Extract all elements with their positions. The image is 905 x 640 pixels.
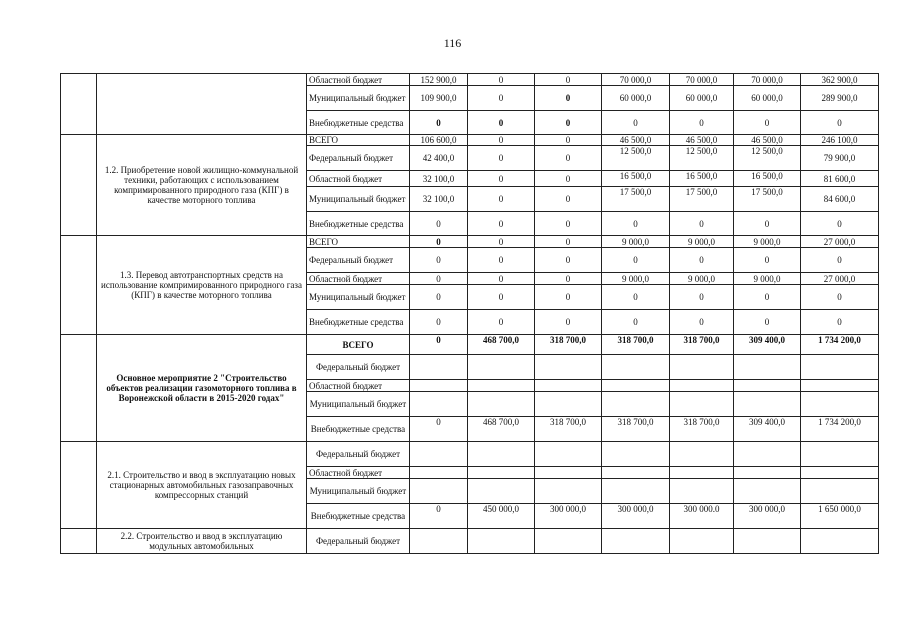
value-cell: 0	[410, 335, 468, 355]
value-cell: 46 500,0	[670, 135, 734, 146]
value-cell	[801, 467, 879, 479]
value-cell: 0	[670, 212, 734, 236]
value-cell: 32 100,0	[410, 187, 468, 212]
value-cell: 0	[468, 187, 535, 212]
value-cell	[468, 392, 535, 417]
empty-cell	[61, 74, 97, 135]
value-cell: 0	[535, 146, 602, 171]
value-cell	[535, 442, 602, 467]
table-row	[61, 529, 879, 554]
value-cell: 0	[535, 310, 602, 335]
value-cell: 70 000,0	[670, 74, 734, 86]
value-cell: 0	[468, 74, 535, 86]
value-cell: 468 700,0	[468, 335, 535, 355]
value-cell: 42 400,0	[410, 146, 468, 171]
value-cell	[801, 442, 879, 467]
source-cell: Областной бюджет	[307, 467, 410, 479]
value-cell	[602, 442, 670, 467]
value-cell: 17 500,0	[670, 187, 734, 212]
value-cell: 0	[670, 248, 734, 273]
value-cell	[734, 467, 801, 479]
table-body	[61, 74, 879, 554]
source-cell: Внебюджетные средства	[307, 504, 410, 529]
value-cell: 152 900,0	[410, 74, 468, 86]
value-cell: 0	[734, 310, 801, 335]
value-cell	[734, 479, 801, 504]
value-cell	[602, 355, 670, 380]
value-cell: 0	[468, 273, 535, 285]
value-cell: 12 500,0	[734, 146, 801, 171]
value-cell	[468, 355, 535, 380]
value-cell: 0	[535, 273, 602, 285]
value-cell: 0	[410, 504, 468, 529]
value-cell: 0	[535, 285, 602, 310]
value-cell: 9 000,0	[602, 273, 670, 285]
value-cell	[535, 380, 602, 392]
value-cell: 0	[468, 146, 535, 171]
empty-cell	[61, 335, 97, 442]
value-cell	[602, 479, 670, 504]
value-cell: 0	[535, 135, 602, 146]
source-cell: Внебюджетные средства	[307, 417, 410, 442]
value-cell: 0	[734, 285, 801, 310]
value-cell	[410, 355, 468, 380]
value-cell: 46 500,0	[734, 135, 801, 146]
value-cell: 0	[801, 212, 879, 236]
value-cell	[670, 442, 734, 467]
value-cell	[801, 392, 879, 417]
source-cell: Муниципальный бюджет	[307, 392, 410, 417]
value-cell	[468, 380, 535, 392]
value-cell: 468 700,0	[468, 417, 535, 442]
activity-cell-continued	[97, 74, 307, 135]
value-cell: 9 000,0	[734, 273, 801, 285]
table-row	[61, 236, 879, 248]
value-cell: 16 500,0	[602, 171, 670, 187]
value-cell: 0	[410, 248, 468, 273]
value-cell	[410, 380, 468, 392]
value-cell	[410, 442, 468, 467]
value-cell: 300 000,0	[535, 504, 602, 529]
value-cell: 0	[410, 285, 468, 310]
value-cell: 79 900,0	[801, 146, 879, 171]
value-cell: 9 000,0	[670, 236, 734, 248]
value-cell	[670, 467, 734, 479]
source-cell: Федеральный бюджет	[307, 355, 410, 380]
value-cell: 0	[734, 212, 801, 236]
value-cell	[410, 467, 468, 479]
source-cell: Внебюджетные средства	[307, 212, 410, 236]
value-cell: 9 000,0	[734, 236, 801, 248]
value-cell	[602, 467, 670, 479]
value-cell	[535, 467, 602, 479]
value-cell: 0	[602, 212, 670, 236]
value-cell: 318 700,0	[670, 335, 734, 355]
value-cell: 318 700,0	[602, 335, 670, 355]
value-cell: 60 000,0	[734, 86, 801, 111]
source-cell: ВСЕГО	[307, 335, 410, 355]
source-cell: Муниципальный бюджет	[307, 187, 410, 212]
value-cell: 16 500,0	[734, 171, 801, 187]
value-cell	[734, 380, 801, 392]
value-cell: 0	[468, 111, 535, 135]
value-cell: 60 000,0	[670, 86, 734, 111]
value-cell: 309 400,0	[734, 335, 801, 355]
value-cell: 16 500,0	[670, 171, 734, 187]
value-cell	[535, 355, 602, 380]
value-cell: 0	[468, 212, 535, 236]
value-cell: 12 500,0	[670, 146, 734, 171]
value-cell: 9 000,0	[670, 273, 734, 285]
value-cell: 318 700,0	[602, 417, 670, 442]
source-cell: Федеральный бюджет	[307, 146, 410, 171]
value-cell: 0	[801, 310, 879, 335]
source-cell: ВСЕГО	[307, 135, 410, 146]
value-cell: 362 900,0	[801, 74, 879, 86]
table-row	[61, 135, 879, 146]
value-cell: 0	[670, 111, 734, 135]
value-cell	[734, 529, 801, 554]
source-cell: Областной бюджет	[307, 273, 410, 285]
value-cell	[602, 392, 670, 417]
empty-cell	[61, 442, 97, 529]
value-cell: 0	[468, 236, 535, 248]
value-cell: 0	[535, 111, 602, 135]
value-cell: 27 000,0	[801, 236, 879, 248]
value-cell: 0	[602, 310, 670, 335]
value-cell: 0	[535, 171, 602, 187]
value-cell: 0	[410, 273, 468, 285]
value-cell: 60 000,0	[602, 86, 670, 111]
activity-2-1: 2.1. Строительство и ввод в эксплуатацию новых стационарных автомобильных газозаправочных компрессорных станций	[97, 442, 307, 529]
value-cell	[670, 479, 734, 504]
value-cell: 0	[468, 310, 535, 335]
value-cell: 0	[410, 417, 468, 442]
value-cell: 0	[468, 248, 535, 273]
value-cell	[801, 479, 879, 504]
value-cell	[734, 392, 801, 417]
value-cell: 0	[410, 310, 468, 335]
source-cell: Внебюджетные средства	[307, 111, 410, 135]
value-cell: 0	[602, 285, 670, 310]
value-cell: 1 734 200,0	[801, 417, 879, 442]
source-cell: Муниципальный бюджет	[307, 479, 410, 504]
value-cell: 0	[801, 111, 879, 135]
value-cell: 17 500,0	[602, 187, 670, 212]
value-cell: 0	[535, 86, 602, 111]
value-cell: 0	[468, 135, 535, 146]
value-cell: 0	[535, 236, 602, 248]
value-cell	[602, 529, 670, 554]
source-cell: Федеральный бюджет	[307, 442, 410, 467]
value-cell	[670, 392, 734, 417]
value-cell	[535, 529, 602, 554]
value-cell	[535, 392, 602, 417]
value-cell: 318 700,0	[670, 417, 734, 442]
source-cell: Федеральный бюджет	[307, 248, 410, 273]
value-cell: 106 600,0	[410, 135, 468, 146]
table-row	[61, 442, 879, 467]
value-cell: 0	[734, 111, 801, 135]
value-cell	[410, 529, 468, 554]
page-number: 116	[443, 36, 462, 50]
activity-1-2: 1.2. Приобретение новой жилищно-коммунальной техники, работающих с использованием компримированного природного газа (КПГ) в качестве моторного топлива	[97, 135, 307, 236]
value-cell: 0	[602, 111, 670, 135]
source-cell: Федеральный бюджет	[307, 529, 410, 554]
empty-cell	[61, 236, 97, 335]
value-cell	[670, 355, 734, 380]
value-cell: 84 600,0	[801, 187, 879, 212]
value-cell: 0	[410, 111, 468, 135]
source-cell: Областной бюджет	[307, 74, 410, 86]
value-cell: 0	[468, 285, 535, 310]
value-cell: 0	[410, 212, 468, 236]
value-cell: 309 400,0	[734, 417, 801, 442]
value-cell: 318 700,0	[535, 335, 602, 355]
value-cell	[468, 529, 535, 554]
value-cell	[468, 467, 535, 479]
value-cell: 32 100,0	[410, 171, 468, 187]
value-cell	[801, 529, 879, 554]
empty-cell	[61, 135, 97, 236]
value-cell: 0	[801, 248, 879, 273]
empty-cell	[61, 529, 97, 554]
value-cell: 0	[734, 248, 801, 273]
value-cell	[801, 355, 879, 380]
value-cell: 9 000,0	[602, 236, 670, 248]
value-cell: 46 500,0	[602, 135, 670, 146]
value-cell: 0	[468, 171, 535, 187]
source-cell: Областной бюджет	[307, 380, 410, 392]
main-activity-2: Основное мероприятие 2 "Строительство объектов реализации газомоторного топлива в Воронежской области в 2015-2020 годах"	[97, 335, 307, 442]
value-cell: 318 700,0	[535, 417, 602, 442]
value-cell: 0	[410, 236, 468, 248]
value-cell: 300 000.0	[670, 504, 734, 529]
value-cell: 1 734 200,0	[801, 335, 879, 355]
value-cell: 109 900,0	[410, 86, 468, 111]
value-cell: 300 000,0	[602, 504, 670, 529]
value-cell: 70 000,0	[734, 74, 801, 86]
value-cell: 0	[535, 212, 602, 236]
value-cell	[410, 479, 468, 504]
value-cell: 0	[670, 310, 734, 335]
value-cell: 450 000,0	[468, 504, 535, 529]
source-cell: ВСЕГО	[307, 236, 410, 248]
value-cell	[734, 442, 801, 467]
value-cell: 0	[801, 285, 879, 310]
activity-1-3: 1.3. Перевод автотранспортных средств на использование компримированного природного газа (КПГ) в качестве моторного топлива	[97, 236, 307, 335]
value-cell: 0	[468, 86, 535, 111]
value-cell: 17 500,0	[734, 187, 801, 212]
value-cell	[801, 380, 879, 392]
activity-2-2: 2.2. Строительство и ввод в эксплуатацию модульных автомобильных	[97, 529, 307, 554]
source-cell: Внебюджетные средства	[307, 310, 410, 335]
value-cell: 289 900,0	[801, 86, 879, 111]
value-cell	[410, 392, 468, 417]
budget-table	[60, 73, 879, 554]
value-cell	[468, 442, 535, 467]
value-cell: 300 000,0	[734, 504, 801, 529]
value-cell: 0	[670, 285, 734, 310]
value-cell	[535, 479, 602, 504]
value-cell	[602, 380, 670, 392]
value-cell: 12 500,0	[602, 146, 670, 171]
value-cell: 246 100,0	[801, 135, 879, 146]
value-cell	[468, 479, 535, 504]
value-cell: 70 000,0	[602, 74, 670, 86]
value-cell: 0	[535, 187, 602, 212]
value-cell: 1 650 000,0	[801, 504, 879, 529]
value-cell: 0	[602, 248, 670, 273]
value-cell	[734, 355, 801, 380]
source-cell: Муниципальный бюджет	[307, 285, 410, 310]
source-cell: Областной бюджет	[307, 171, 410, 187]
source-cell: Муниципальный бюджет	[307, 86, 410, 111]
value-cell: 27 000,0	[801, 273, 879, 285]
value-cell	[670, 380, 734, 392]
value-cell: 81 600,0	[801, 171, 879, 187]
value-cell	[670, 529, 734, 554]
table-row	[61, 74, 879, 86]
table-row	[61, 335, 879, 355]
value-cell: 0	[535, 248, 602, 273]
value-cell: 0	[535, 74, 602, 86]
